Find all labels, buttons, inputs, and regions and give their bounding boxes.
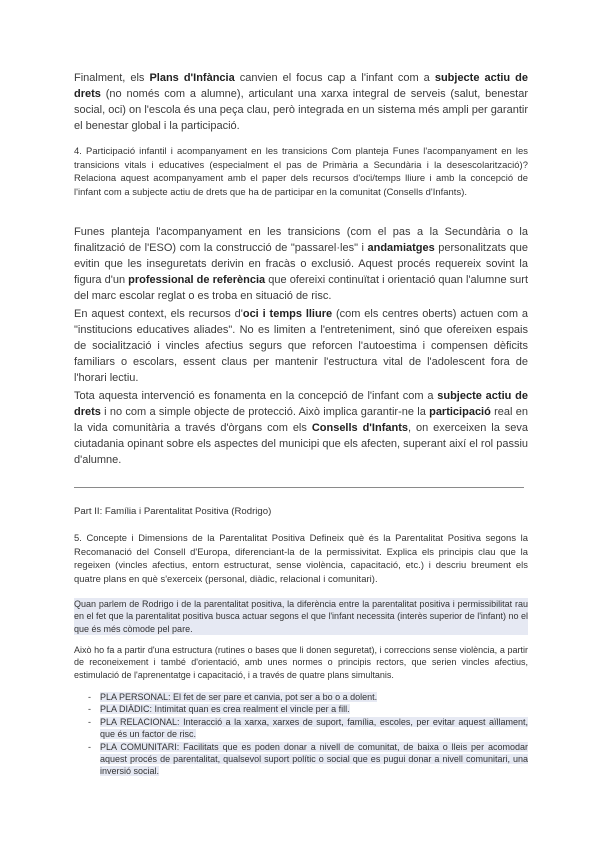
list-item-text: PLA DIÀDIC: Intimitat quan es crea realment el vincle per a fill. bbox=[100, 704, 350, 715]
text-run: (no només com a alumne), articulant una xarxa integral de serveis (salut, benestar social, oci) on l'escola és una peça clau, però integrada en un sistema més ampli per garantir el benestar global i la participació. bbox=[74, 88, 528, 132]
bold-term: subjecte actiu de drets bbox=[74, 390, 528, 418]
bold-term: Consells d'Infants bbox=[311, 422, 408, 434]
question-5: 5. Concepte i Dimensions de la Parentalitat Positiva Defineix què és la Parentalitat Positiva segons la Recomanació del Consell d'Europa, diferenciant-la de la permissivitat. Explica els principis clau que la regeixen (vincles afectius, entorn estructurat, sense violència, capacitació, etc.) i descriu breument els quatre plans en què s'exerceix (personal, diàdic, relacional i comunitari). bbox=[74, 532, 528, 584]
text-run: personalitzats que evitin que les inseguretats derivin en fracàs o exclusió. Aquest procés requereix sovint la figura d'un bbox=[74, 242, 528, 286]
list-item-pla-relacional bbox=[74, 716, 528, 741]
text-run: Tota aquesta intervenció es fonamenta en la concepció de l'infant com a bbox=[74, 390, 438, 402]
list-dash: - bbox=[88, 741, 91, 752]
paragraph-transicions bbox=[74, 224, 528, 304]
paragraph-subjecte-drets bbox=[74, 388, 528, 468]
list-item-text: PLA PERSONAL: El fet de ser pare et canvia, pot ser a bo o a dolent. bbox=[100, 692, 378, 702]
text-run: Funes planteja l'acompanyament en les transicions (com el pas a la Secundària o la finalització de l'ESO) com la construcció de "passarel·les" i bbox=[74, 226, 528, 254]
paragraph-plans-infancia bbox=[74, 70, 528, 134]
answer-5-paragraph-2: Això ho fa a partir d'una estructura (rutines o bases que li donen seguretat), i correccions sense violència, a partir de reconeixement i també d'orientació, amb unes normes o principis rectors, que serien vincles afectius, estimulació de l'aprenentatge i capacitació, i a través de quatre plans simultanis. bbox=[74, 645, 528, 680]
answer-5-paragraph-1: Quan parlem de Rodrigo i de la parentalitat positiva, la diferència entre la parentalitat positiva i permissibilitat rau en el fet que la parentalitat positiva busca actuar segons el que l'infant necessita (interès superior de l'infant) no el que és més còmode pel pare. bbox=[74, 599, 528, 634]
list-item-pla-personal bbox=[74, 691, 528, 703]
question-4: 4. Participació infantil i acompanyament en les transicions Com planteja Funes l'acompanyament en les transicions vitals i educatives (especialment el pas de Primària a Secundària i la desescolarització)? Relaciona aquest acompanyament amb el paper dels recursos d'oci/temps lliure i amb la concepció de l'infant com a subjecte actiu de drets que ha de participar en la comunitat (Consells d'Infants). bbox=[74, 145, 528, 197]
list-dash: - bbox=[88, 704, 91, 715]
text-run: canvien el focus cap a l'infant com a bbox=[234, 72, 435, 84]
horizontal-divider bbox=[74, 487, 524, 488]
section-heading-part-2: Part II: Família i Parentalitat Positiva (Rodrigo) bbox=[74, 506, 272, 517]
list-item-pla-comunitari bbox=[74, 741, 528, 778]
list-item-text: PLA RELACIONAL: Interacció a la xarxa, xarxes de suport, família, escoles, per evitar aquest aïllament, que és un factor de risc. bbox=[100, 716, 528, 740]
bold-term: subjecte actiu de drets bbox=[74, 72, 528, 100]
text-run: Finalment, els bbox=[74, 72, 150, 84]
list-dash: - bbox=[88, 716, 91, 727]
paragraph-oci-temps-lliure bbox=[74, 306, 528, 386]
text-run: (com els centres oberts) actuen com a "institucions educatives aliades". No es limiten a l'entreteniment, sinó que ofereixen espais de socialització i vincles afectius segurs que reforcen l'autoestima i compensen dèficits familiars o escolars, essent claus per mantenir l'estructura vital de l'adolescent fora de l'horari lectiu. bbox=[74, 308, 528, 384]
list-dash: - bbox=[88, 692, 91, 702]
list-item-text: PLA COMUNITARI: Facilitats que es poden donar a nivell de comunitat, de baixa o lleis per acomodar aquest procés de parentalitat, qualsevol suport polític o social que es pugui donar a nivell comunitari, una inversió social. bbox=[100, 741, 528, 777]
bold-term: Plans d'Infància bbox=[149, 72, 235, 84]
bold-term: professional de referència bbox=[128, 274, 266, 286]
list-item-pla-diadic bbox=[74, 703, 528, 715]
text-run: que ofereixi continuïtat i orientació quan l'alumne surt del marc escolar reglat o es troba en situació de risc. bbox=[74, 274, 528, 302]
text-run: En aquest context, els recursos d' bbox=[74, 308, 243, 320]
text-run: real en la vida comunitària a través d'òrgans com els bbox=[74, 406, 528, 434]
bold-term: andamiatges bbox=[367, 242, 435, 254]
text-run: i no com a simple objecte de protecció. Això implica garantir-ne la bbox=[100, 406, 430, 418]
bold-term: participació bbox=[429, 406, 491, 418]
bold-term: oci i temps lliure bbox=[242, 308, 333, 320]
text-run: , on exerceixen la seva ciutadania opinant sobre els aspectes del municipi que els afecten, superant així el rol passiu d'alumne. bbox=[74, 422, 528, 466]
plans-list bbox=[74, 691, 528, 778]
